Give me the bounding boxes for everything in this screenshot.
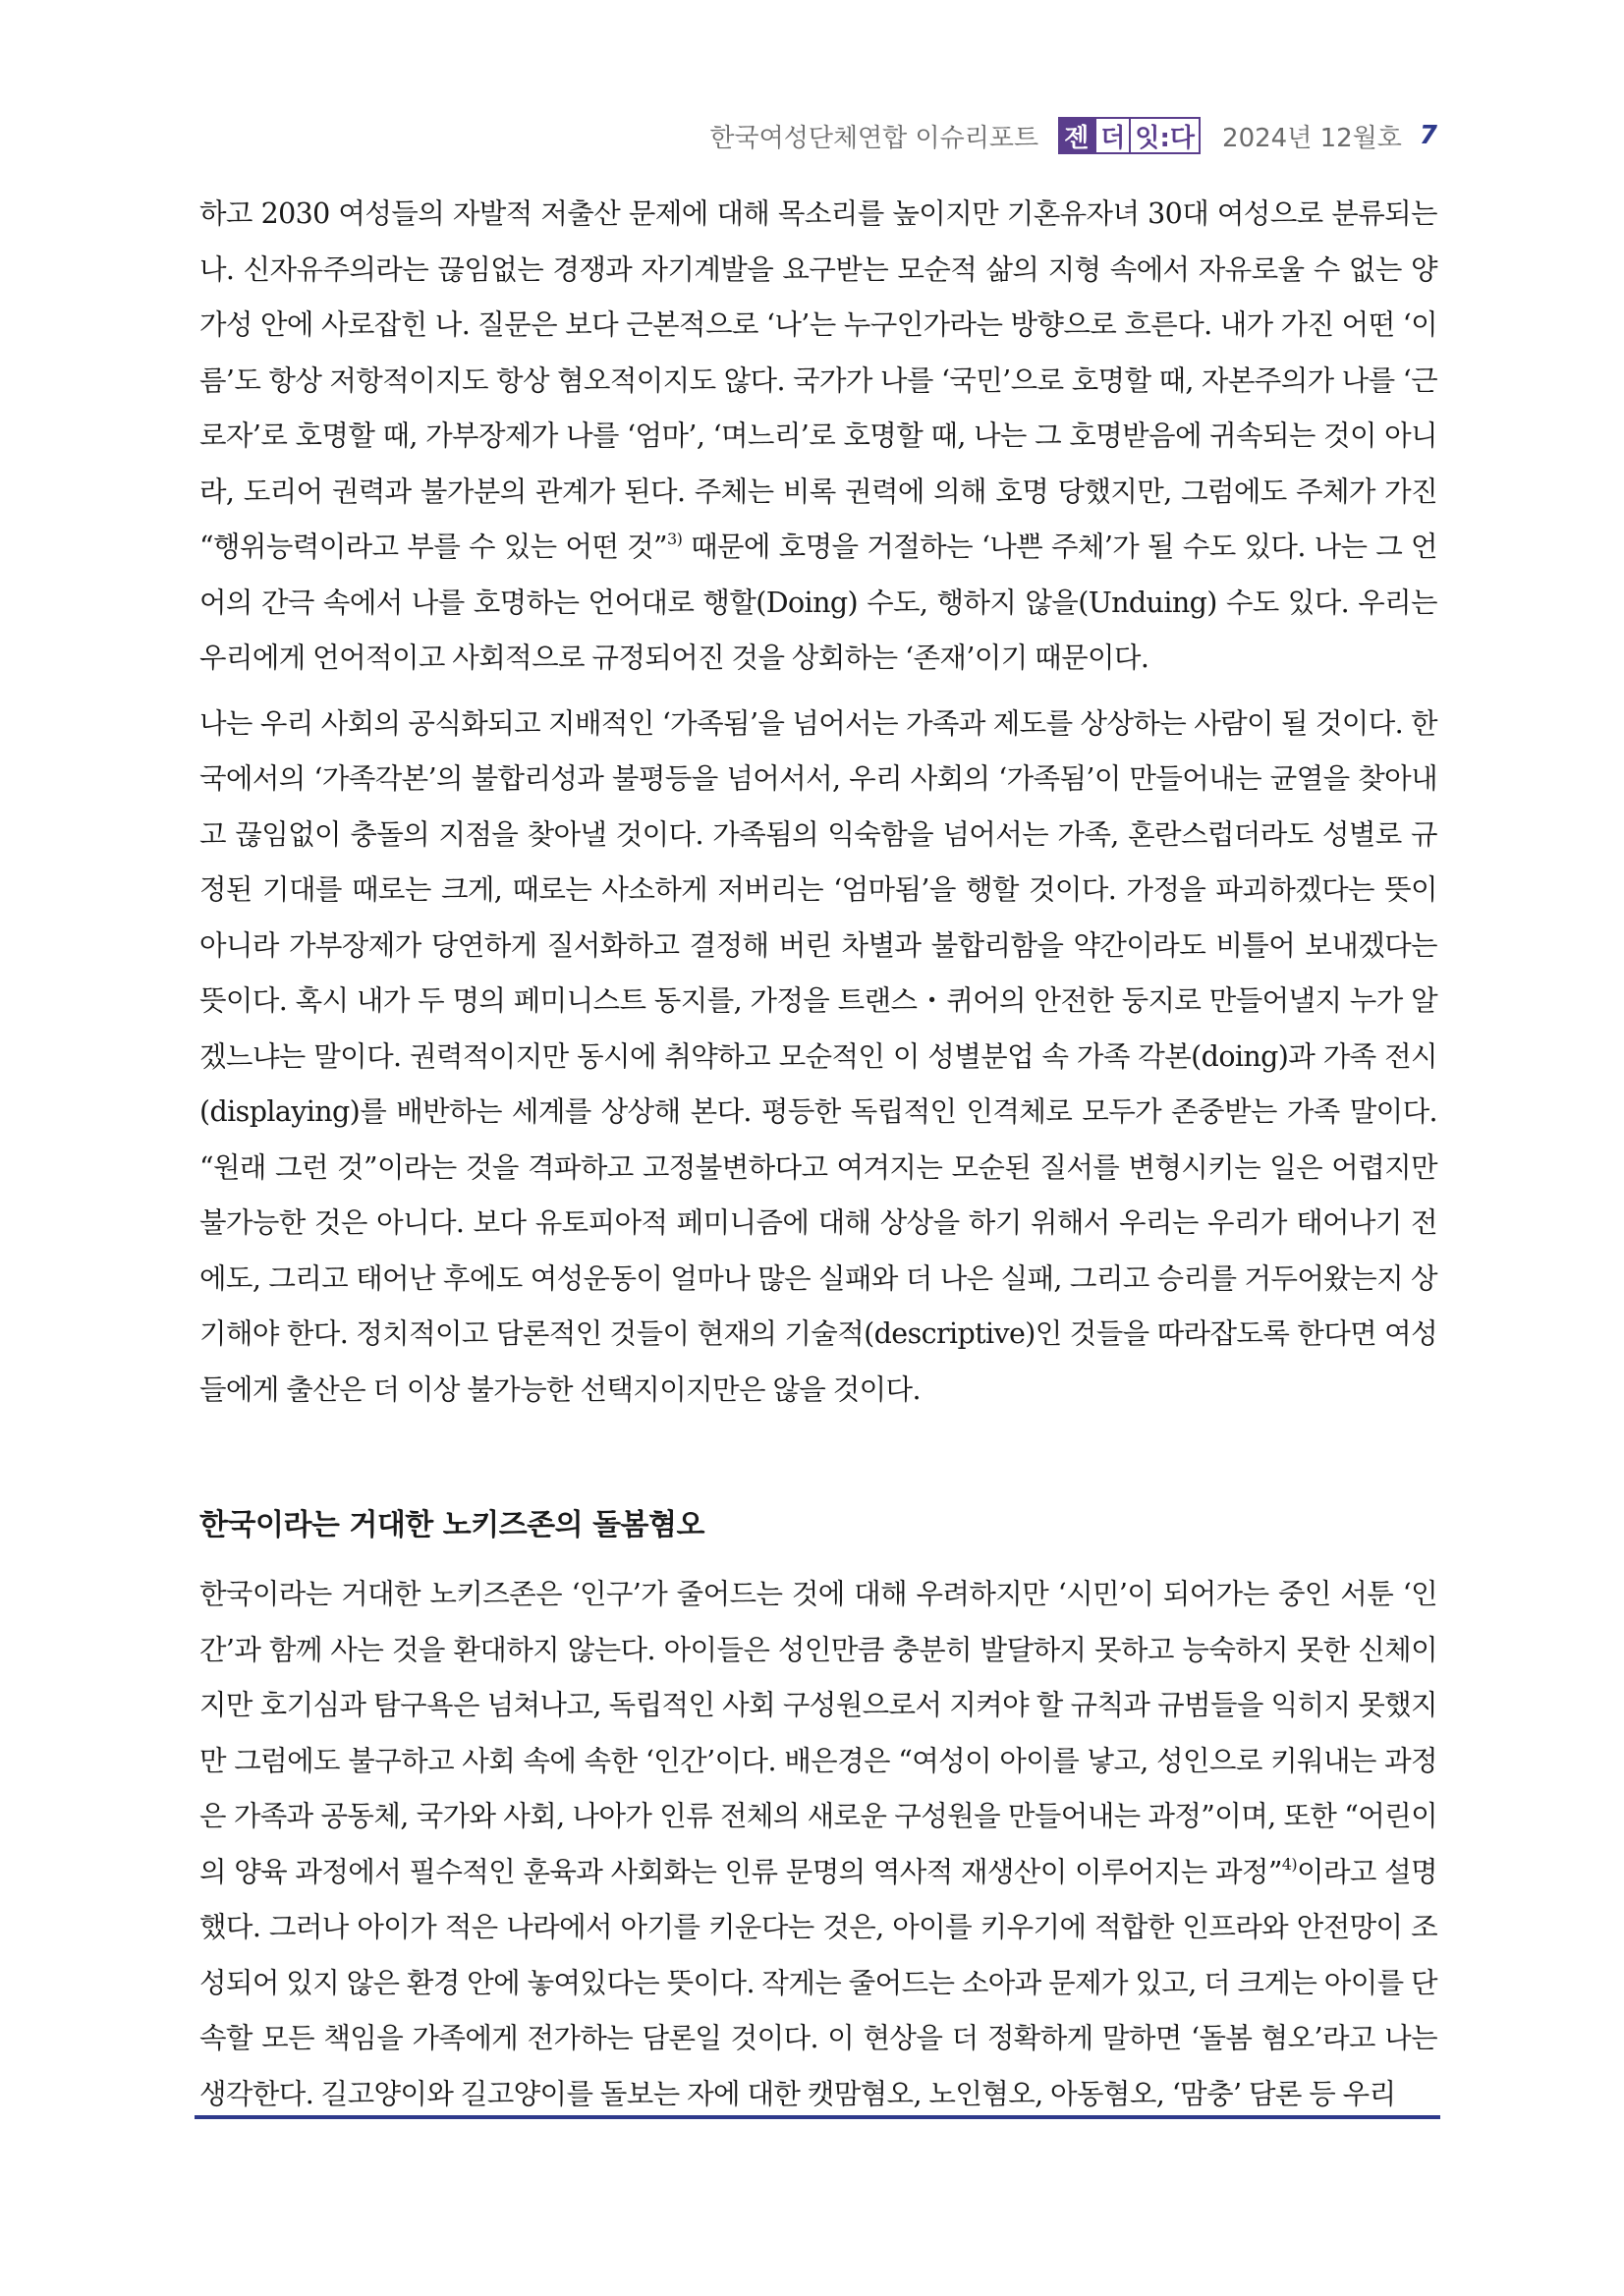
- article-body: [199, 187, 1437, 2122]
- report-title: 한국여성단체연합 이슈리포트: [709, 123, 1039, 153]
- body-paragraph: [199, 697, 1437, 1419]
- brand-logo-part-3: 잇:다: [1131, 117, 1201, 154]
- footer-rule: [195, 2115, 1440, 2119]
- paragraph-text: 한국이라는 거대한 노키즈존은 ‘인구’가 줄어드는 것에 대해 우려하지만 ‘시민’이 되어가는 중인 서툰 ‘인간’과 함께 사는 것을 환대하지 않는다. 아이들은 성인만큼 충분히 발달하지 못하고 능숙하지 못한 신체이지만 호기심과 탐구욕은 넘쳐나고, 독립적인 사회 구성원으로서 지켜야 할 규칙과 규범들을 익히지 못했지만 그럼에도 불구하고 사회 속에 속한 ‘인간’이다. 배은경은 “여성이 아이를 낳고, 성인으로 키워내는 과정은 가족과 공동체, 국가와 사회, 나아가 인류 전체의 새로운 구성원을 만들어내는 과정”이며, 또한 “어린이의 양육 과정에서 필수적인 훈육과 사회화는 인류 문명의 역사적 재생산이 이루어지는 과정”: [199, 1578, 1437, 1888]
- section-heading: 한국이라는 거대한 노키즈존의 돌봄혐오: [199, 1508, 704, 1542]
- paragraph-text: 이라고 설명했다. 그러나 아이가 적은 나라에서 아기를 키운다는 것은, 아이를 키우기에 적합한 인프라와 안전망이 조성되어 있지 않은 환경 안에 놓여있다는 뜻이다. 작게는 줄어드는 소아과 문제가 있고, 더 크게는 아이를 단속할 모든 책임을 가족에게 전가하는 담론일 것이다. 이 현상을 더 정확하게 말하면 ‘돌봄 혐오’라고 나는 생각한다. 길고양이와 길고양이를 돌보는 자에 대한 캣맘혐오, 노인혐오, 아동혐오, ‘맘충’ 담론 등 우리: [199, 1855, 1437, 2110]
- paragraph-text: 하고 2030 여성들의 자발적 저출산 문제에 대해 목소리를 높이지만 기혼유자녀 30대 여성으로 분류되는 나. 신자유주의라는 끊임없는 경쟁과 자기계발을 요구받는 모순적 삶의 지형 속에서 자유로울 수 없는 양가성 안에 사로잡힌 나. 질문은 보다 근본적으로 ‘나’는 누구인가라는 방향으로 흐른다. 내가 가진 어떤 ‘이름’도 항상 저항적이지도 항상 혐오적이지도 않다. 국가가 나를 ‘국민’으로 호명할 때, 자본주의가 나를 ‘근로자’로 호명할 때, 가부장제가 나를 ‘엄마’, ‘며느리’로 호명할 때, 나는 그 호명받음에 귀속되는 것이 아니라, 도리어 권력과 불가분의 관계가 된다. 주체는 비록 권력에 의해 호명 당했지만, 그럼에도 주체가 가진 “행위능력이라고 부를 수 있는 어떤 것”: [199, 197, 1437, 563]
- paragraph-text: 나는 우리 사회의 공식화되고 지배적인 ‘가족됨’을 넘어서는 가족과 제도를 상상하는 사람이 될 것이다. 한국에서의 ‘가족각본’의 불합리성과 불평등을 넘어서서, 우리 사회의 ‘가족됨’이 만들어내는 균열을 찾아내고 끊임없이 충돌의 지점을 찾아낼 것이다. 가족됨의 익숙함을 넘어서는 가족, 혼란스럽더라도 성별로 규정된 기대를 때로는 크게, 때로는 사소하게 저버리는 ‘엄마됨’을 행할 것이다. 가정을 파괴하겠다는 뜻이 아니라 가부장제가 당연하게 질서화하고 결정해 버린 차별과 불합리함을 약간이라도 비틀어 보내겠다는 뜻이다. 혹시 내가 두 명의 페미니스트 동지를, 가정을 트랜스・퀴어의 안전한 둥지로 만들어낼지 누가 알겠느냐는 말이다. 권력적이지만 동시에 취약하고 모순적인 이 성별분업 속 가족 각본(doing)과 가족 전시(displaying)를 배반하는 세계를 상상해 본다. 평등한 독립적인 인격체로 모두가 존중받는 가족 말이다. “원래 그런 것”이라는 것을 격파하고 고정불변하다고 여겨지는 모순된 질서를 변형시키는 일은 어렵지만 불가능한 것은 아니다. 보다 유토피아적 페미니즘에 대해 상상을 하기 위해서 우리는 우리가 태어나기 전에도, 그리고 태어난 후에도 여성운동이 얼마나 많은 실패와 더 나은 실패, 그리고 승리를 거두어왔는지 상기해야 한다. 정치적이고 담론적인 것들이 현재의 기술적(descriptive)인 것들을 따라잡도록 한다면 여성들에게 출산은 더 이상 불가능한 선택지이지만은 않을 것이다.: [199, 706, 1437, 1406]
- page-header: [709, 116, 1437, 155]
- brand-logo-part-2: 더: [1094, 117, 1131, 154]
- paragraph-text: 때문에 호명을 거절하는 ‘나쁜 주체’가 될 수도 있다. 나는 그 언어의 간극 속에서 나를 호명하는 언어대로 행할(Doing) 수도, 행하지 않을(Unduing) 수도 있다. 우리는 우리에게 언어적이고 사회적으로 규정되어진 것을 상회하는 ‘존재’이기 때문이다.: [199, 531, 1437, 674]
- issue-date: 2024년 12월호: [1222, 123, 1402, 153]
- body-paragraph: [199, 187, 1437, 687]
- footnote-marker: 4): [1281, 1854, 1298, 1874]
- footnote-marker: 3): [667, 530, 683, 548]
- brand-logo: [1058, 117, 1201, 154]
- brand-logo-part-1: 젠: [1058, 117, 1094, 154]
- body-paragraph: [199, 1567, 1437, 2122]
- page-number: 7: [1419, 121, 1437, 150]
